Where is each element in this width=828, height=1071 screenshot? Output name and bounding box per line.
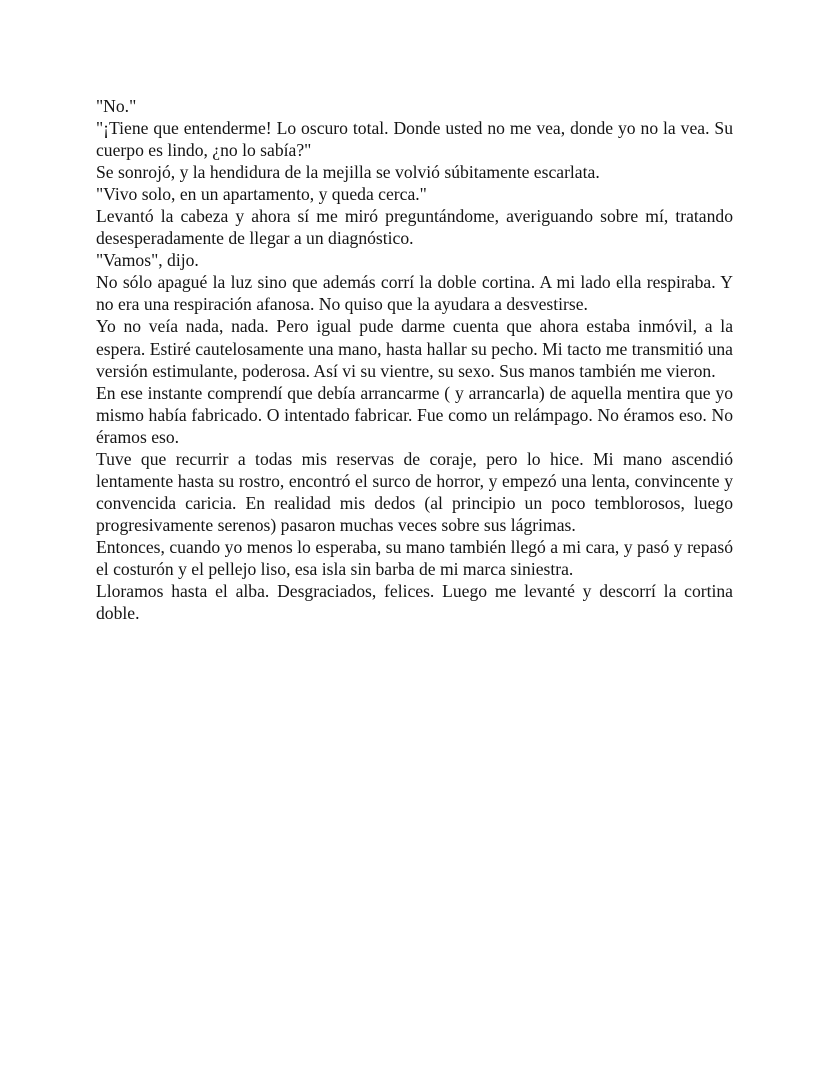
paragraph-entonces: Entonces, cuando yo menos lo esperaba, su mano también llegó a mi cara, y pasó y repasó el costurón y el pellejo liso, esa isla sin barba de mi marca siniestra. <box>96 536 733 579</box>
paragraph-no: "No." <box>96 96 137 116</box>
paragraph-en-ese-instante: En ese instante comprendí que debía arrancarme ( y arrancarla) de aquella mentira que yo mismo había fabricado. O intentado fabricar. Fue como un relámpago. No éramos eso. No éramos eso. <box>96 382 733 447</box>
paragraph-lloramos: Lloramos hasta el alba. Desgraciados, felices. Luego me levanté y descorrí la cortina doble. <box>96 581 733 624</box>
paragraph-levanto-la-cabeza: Levantó la cabeza y ahora sí me miró preguntándome, averiguando sobre mí, tratando desesperadamente de llegar a un diagnóstico. <box>96 206 733 249</box>
paragraph-tuve-que-recurrir: Tuve que recurrir a todas mis reservas de coraje, pero lo hice. Mi mano ascendió lentamente hasta su rostro, encontró el surco de horror, y empezó una lenta, convincente y convencida caricia. En realidad mis dedos (al principio un poco temblorosos, luego progresivamente serenos) pasaron muchas veces sobre sus lágrimas. <box>96 448 733 535</box>
paragraph-yo-no-veia: Yo no veía nada, nada. Pero igual pude darme cuenta que ahora estaba inmóvil, a la espera. Estiré cautelosamente una mano, hasta hallar su pecho. Mi tacto me transmitió una versión estimulante, poderosa. Así vi su vientre, su sexo. Sus manos también me vieron. <box>96 316 733 381</box>
document-page <box>96 95 733 624</box>
paragraph-no-solo-apague: No sólo apagué la luz sino que además corrí la doble cortina. A mi lado ella respiraba. Y no era una respiración afanosa. No quiso que la ayudara a desvestirse. <box>96 272 733 315</box>
paragraph-vamos: "Vamos", dijo. <box>96 250 199 271</box>
paragraph-vivo-solo: "Vivo solo, en un apartamento, y queda cerca." <box>96 184 427 205</box>
paragraph-se-sonrojo: Se sonrojó, y la hendidura de la mejilla se volvió súbitamente escarlata. <box>96 162 600 183</box>
paragraph-tiene-que-entenderme: "¡Tiene que entenderme! Lo oscuro total. Donde usted no me vea, donde yo no la vea. Su cuerpo es lindo, ¿no lo sabía?" <box>96 118 733 161</box>
